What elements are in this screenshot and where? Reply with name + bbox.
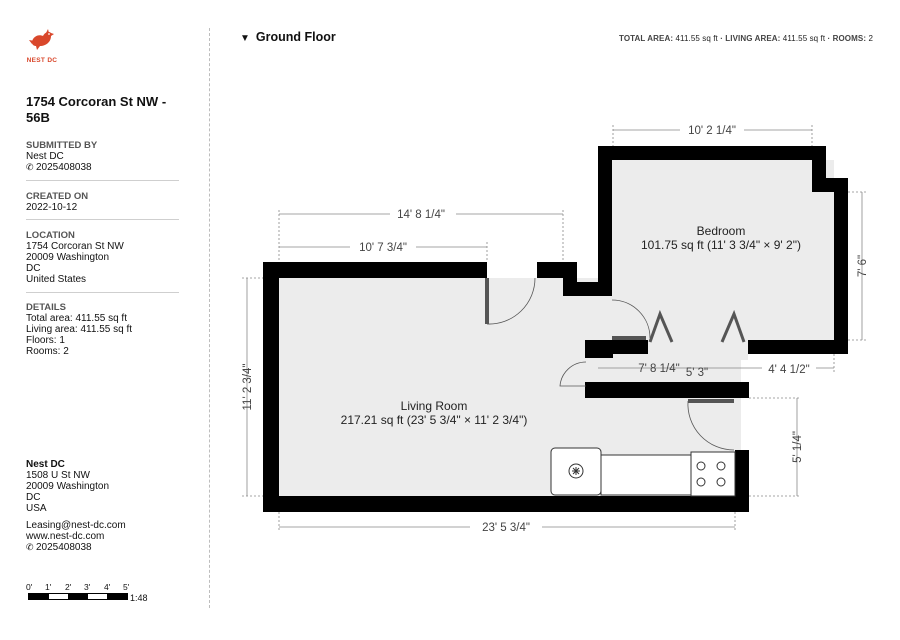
- scale-label: 5': [123, 582, 130, 592]
- contact-line-4: USA: [26, 503, 47, 514]
- contact-line-1: 1508 U St NW: [26, 470, 90, 481]
- listing-title: 1754 Corcoran St NW - 56B: [26, 94, 167, 125]
- stats-separator: ·: [720, 34, 723, 43]
- scale-label: 2': [65, 582, 72, 592]
- rooms-value: 2: [868, 34, 873, 43]
- living-area-label: LIVING AREA:: [725, 34, 781, 43]
- dim-bedroom-right: 7' 6": [857, 254, 869, 278]
- dim-left: 11' 2 3/4": [242, 363, 254, 411]
- scale-label: 3': [84, 582, 91, 592]
- location-line-1: 1754 Corcoran St NW: [26, 241, 124, 252]
- contact-name: Nest DC: [26, 459, 65, 470]
- living-room-area: 217.21 sq ft (23' 5 3/4" × 11' 2 3/4"): [340, 413, 528, 427]
- dim-top-inner: 10' 7 3/4": [359, 242, 407, 254]
- details-floors: Floors: 1: [26, 335, 65, 346]
- living-area-value: 411.55 sq ft: [782, 34, 826, 43]
- stove-icon: [691, 452, 735, 496]
- location-line-4: United States: [26, 274, 87, 285]
- created-on-heading: CREATED ON: [26, 191, 89, 202]
- dim-hall-width: 7' 8 1/4": [638, 363, 680, 375]
- scale-label: 4': [104, 582, 111, 592]
- details-total-area: Total area: 411.55 sq ft: [26, 313, 127, 324]
- phone-icon: ✆: [26, 162, 34, 172]
- total-area-label: TOTAL AREA:: [618, 34, 674, 43]
- created-on-date: 2022-10-12: [26, 202, 78, 213]
- details-heading: DETAILS: [26, 302, 66, 313]
- submitted-by-heading: SUBMITTED BY: [26, 140, 98, 151]
- living-room-name: Living Room: [400, 399, 468, 413]
- dim-kitchen-right: 5' 1/4": [792, 431, 804, 463]
- rooms-label: ROOMS:: [832, 34, 867, 43]
- dim-bottom: 23' 5 3/4": [482, 522, 530, 534]
- scale-label: 1': [45, 582, 52, 592]
- location-line-2: 20009 Washington: [26, 252, 110, 263]
- floor-title: Ground Floor: [255, 30, 336, 44]
- location-heading: LOCATION: [26, 230, 75, 241]
- scale-ratio: 1:48: [130, 593, 148, 603]
- contact-email[interactable]: Leasing@nest-dc.com: [26, 520, 126, 531]
- phone-icon: ✆: [26, 542, 34, 552]
- location-line-3: DC: [26, 263, 41, 274]
- contact-line-2: 20009 Washington: [26, 481, 110, 492]
- details-rooms: Rooms: 2: [26, 346, 69, 357]
- scale-label: 0': [26, 582, 33, 592]
- submitter-phone[interactable]: 2025408038: [36, 162, 92, 173]
- bedroom-name: Bedroom: [696, 224, 746, 238]
- kitchen-counter: [601, 455, 691, 495]
- submitter-name: Nest DC: [26, 151, 64, 162]
- details-living-area: Living area: 411.55 sq ft: [26, 324, 132, 335]
- contact-line-3: DC: [26, 492, 41, 503]
- triangle-down-icon: ▼: [240, 33, 250, 44]
- bedroom-area: 101.75 sq ft (11' 3 3/4" × 9' 2"): [641, 238, 801, 252]
- dim-top-outer: 14' 8 1/4": [397, 209, 445, 221]
- total-area-value: 411.55 sq ft: [675, 34, 718, 43]
- floor-fill: [279, 160, 834, 496]
- stats-separator: ·: [827, 34, 831, 43]
- kitchen-fixtures: [551, 448, 735, 496]
- dim-bedroom-top: 10' 2 1/4": [688, 125, 736, 137]
- dim-bedroom-bottom: 4' 4 1/2": [768, 364, 810, 376]
- dim-hall-inner: 5' 3": [685, 367, 709, 379]
- contact-website[interactable]: www.nest-dc.com: [26, 531, 105, 542]
- brand-name: NEST DC: [26, 57, 58, 64]
- contact-phone[interactable]: 2025408038: [36, 542, 92, 553]
